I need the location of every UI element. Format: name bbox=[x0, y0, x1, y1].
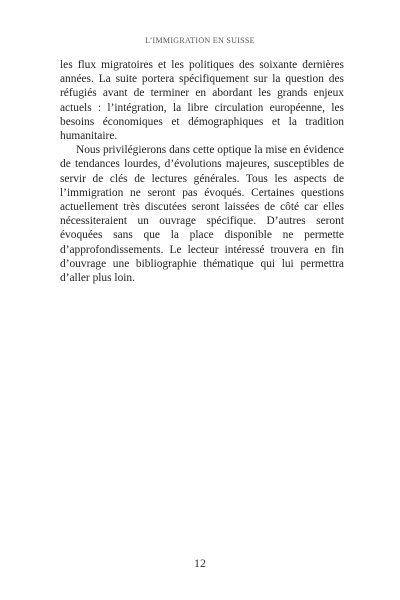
body-text bbox=[60, 58, 344, 285]
paragraph: Nous privilégierons dans cette optique la mise en évidence de tendances lourdes, d’évolutions majeures, susceptibles de servir de clés de lectures générales. Tous les aspects de l’immigration ne seront pas évoqués. Certaines questions actuellement très discutées seront laissées de côté car elles nécessiteraient un ouvrage spécifique. D’autres seront évoquées sans que la place disponible ne permette d’approfondissements. Le lecteur intéressé trouvera en fin d’ouvrage une bibliographie thématique qui lui permettra d’aller plus loin. bbox=[60, 144, 344, 285]
running-head: L’IMMIGRATION EN SUISSE bbox=[145, 36, 255, 45]
paragraph-continuation: les flux migratoires et les politiques des soixante dernières années. La suite portera spécifiquement sur la question des réfugiés avant de terminer en abordant les grands enjeux actuels : l’intégration, la libre circulation européenne, les besoins économiques et démographiques et la tradition humanitaire. bbox=[60, 59, 344, 143]
page-number: 12 bbox=[194, 556, 206, 570]
